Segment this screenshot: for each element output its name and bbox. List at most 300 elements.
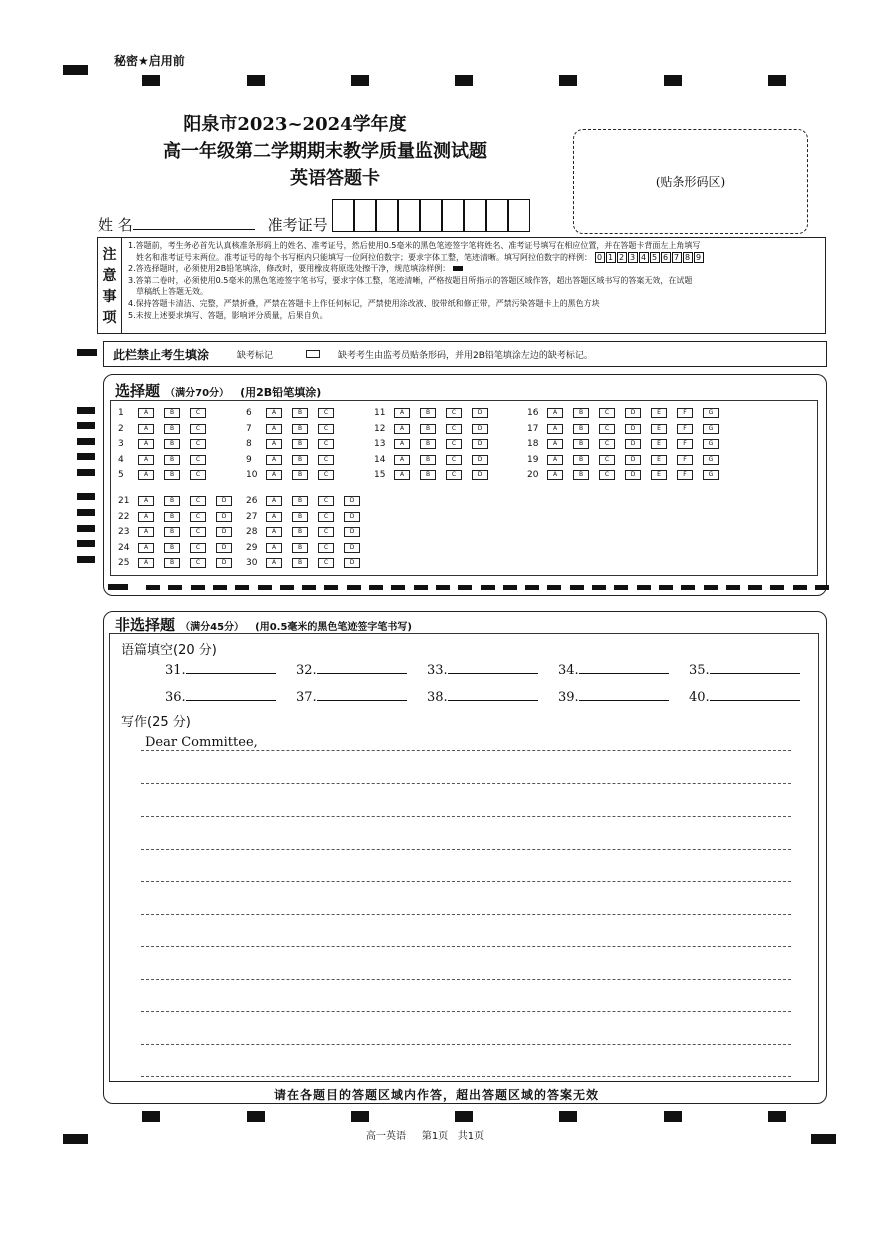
option-bubble[interactable]: A bbox=[266, 543, 282, 553]
choice-question bbox=[374, 424, 498, 434]
option-bubble[interactable]: A bbox=[394, 424, 410, 434]
option-bubble[interactable]: A bbox=[138, 512, 154, 522]
id-digit-box[interactable] bbox=[442, 199, 464, 232]
blank-number: 36. bbox=[165, 690, 186, 705]
option-bubble[interactable]: D bbox=[472, 408, 488, 418]
option-bubble[interactable]: D bbox=[472, 470, 488, 480]
option-bubble[interactable]: B bbox=[164, 543, 180, 553]
option-bubble[interactable]: D bbox=[472, 424, 488, 434]
sample-digit: 5 bbox=[650, 252, 660, 263]
option-bubble[interactable]: F bbox=[677, 455, 693, 465]
question-number: 27 bbox=[246, 511, 258, 522]
restricted-banner bbox=[103, 341, 827, 367]
absent-mark-box[interactable] bbox=[306, 350, 320, 358]
option-bubble[interactable]: B bbox=[164, 496, 180, 506]
option-bubble[interactable]: C bbox=[190, 496, 206, 506]
writing-line[interactable] bbox=[141, 979, 791, 980]
timing-mark bbox=[77, 438, 95, 445]
option-bubble[interactable]: C bbox=[318, 408, 334, 418]
choice-question bbox=[374, 439, 498, 449]
option-bubble[interactable]: C bbox=[190, 439, 206, 449]
option-bubble[interactable]: C bbox=[446, 470, 462, 480]
choice-title: 选择题 bbox=[115, 382, 161, 400]
option-bubble[interactable]: C bbox=[190, 543, 206, 553]
option-bubble[interactable]: B bbox=[573, 439, 589, 449]
question-number: 15 bbox=[374, 470, 386, 480]
blank-number: 37. bbox=[296, 690, 317, 705]
part2-title: 写作(25 分) bbox=[121, 715, 191, 730]
alignment-mark bbox=[811, 1134, 836, 1144]
timing-mark bbox=[77, 493, 95, 500]
dash-mark bbox=[614, 585, 628, 590]
question-number: 29 bbox=[246, 542, 258, 553]
fill-blank bbox=[689, 687, 800, 705]
option-bubble[interactable]: C bbox=[599, 424, 615, 434]
option-bubble[interactable]: D bbox=[344, 512, 360, 522]
timing-mark bbox=[108, 584, 128, 590]
option-bubble[interactable]: D bbox=[344, 496, 360, 506]
option-bubble[interactable]: E bbox=[651, 455, 667, 465]
option-bubble[interactable]: G bbox=[703, 439, 719, 449]
dash-mark bbox=[458, 585, 472, 590]
choice-question bbox=[527, 455, 729, 465]
timing-mark bbox=[351, 1111, 369, 1122]
option-bubble[interactable]: B bbox=[292, 512, 308, 522]
timing-mark bbox=[77, 525, 95, 532]
question-number: 2 bbox=[118, 423, 124, 434]
choice-question bbox=[118, 496, 242, 506]
question-number: 25 bbox=[118, 558, 130, 568]
blank-number: 31. bbox=[165, 663, 186, 678]
choice-question bbox=[246, 543, 370, 553]
option-bubble[interactable]: E bbox=[651, 424, 667, 434]
note-line: 5.未按上述要求填写、答题，影响评分质量，后果自负。 bbox=[128, 310, 328, 320]
blank-answer-line[interactable] bbox=[710, 687, 800, 701]
choice-question bbox=[246, 470, 344, 480]
option-bubble[interactable]: A bbox=[138, 455, 154, 465]
choice-question bbox=[118, 439, 216, 449]
writing-line[interactable] bbox=[141, 881, 791, 882]
option-bubble[interactable]: C bbox=[190, 408, 206, 418]
sample-digit: 0 bbox=[595, 252, 605, 263]
timing-mark bbox=[664, 1111, 682, 1122]
fill-blank bbox=[165, 660, 276, 678]
question-number: 19 bbox=[527, 454, 539, 465]
choice-question bbox=[118, 558, 242, 568]
dash-mark bbox=[324, 585, 338, 590]
choice-question bbox=[527, 424, 729, 434]
option-bubble[interactable]: A bbox=[266, 455, 282, 465]
question-number: 14 bbox=[374, 454, 386, 465]
choice-question bbox=[246, 527, 370, 537]
option-bubble[interactable]: C bbox=[190, 455, 206, 465]
notes-char: 项 bbox=[102, 309, 117, 326]
option-bubble[interactable]: A bbox=[394, 408, 410, 418]
choice-question bbox=[527, 470, 729, 480]
question-number: 5 bbox=[118, 470, 124, 480]
sample-digit: 2 bbox=[617, 252, 627, 263]
dash-mark bbox=[302, 585, 316, 590]
barcode-area bbox=[573, 129, 808, 234]
option-bubble[interactable]: D bbox=[216, 512, 232, 522]
option-bubble[interactable]: D bbox=[472, 439, 488, 449]
option-bubble[interactable]: A bbox=[394, 455, 410, 465]
option-bubble[interactable]: B bbox=[573, 470, 589, 480]
option-bubble[interactable]: B bbox=[573, 408, 589, 418]
option-bubble[interactable]: A bbox=[266, 408, 282, 418]
question-number: 6 bbox=[246, 408, 252, 418]
blank-number: 39. bbox=[558, 690, 579, 705]
option-bubble[interactable]: B bbox=[164, 424, 180, 434]
banner-instruction: 缺考考生由监考员贴条形码，并用2B铅笔填涂左边的缺考标记。 bbox=[338, 351, 593, 361]
timing-mark bbox=[77, 407, 95, 414]
sample-digit: 9 bbox=[694, 252, 704, 263]
dash-mark bbox=[235, 585, 249, 590]
option-bubble[interactable]: C bbox=[190, 558, 206, 568]
fill-blank bbox=[558, 687, 669, 705]
choice-question bbox=[246, 439, 344, 449]
option-bubble[interactable]: A bbox=[138, 470, 154, 480]
question-number: 1 bbox=[118, 408, 124, 418]
blank-number: 33. bbox=[427, 663, 448, 678]
option-bubble[interactable]: D bbox=[344, 558, 360, 568]
note-line: 3.答第二卷时，必须使用0.5毫米的黑色笔迹签字笔书写，要求字体工整，笔迹清晰，严格按题目所指示的答题区域作答，超出答题区域书写的答案无效，在试题 bbox=[128, 275, 693, 285]
dash-mark bbox=[637, 585, 651, 590]
option-bubble[interactable]: D bbox=[344, 543, 360, 553]
option-bubble[interactable]: D bbox=[344, 527, 360, 537]
option-bubble[interactable]: C bbox=[318, 424, 334, 434]
sample-digit: 7 bbox=[672, 252, 682, 263]
dash-mark bbox=[436, 585, 450, 590]
fill-blank bbox=[427, 687, 538, 705]
option-bubble[interactable]: C bbox=[318, 439, 334, 449]
choice-question bbox=[374, 470, 498, 480]
dash-mark bbox=[570, 585, 584, 590]
choice-question bbox=[118, 512, 242, 522]
dash-mark bbox=[770, 585, 784, 590]
name-field[interactable] bbox=[133, 215, 255, 230]
writing-line[interactable] bbox=[141, 783, 791, 784]
timing-mark bbox=[351, 75, 369, 86]
choice-question bbox=[374, 455, 498, 465]
option-bubble[interactable]: A bbox=[138, 439, 154, 449]
choice-question bbox=[118, 424, 216, 434]
option-bubble[interactable]: C bbox=[446, 455, 462, 465]
option-bubble[interactable]: G bbox=[703, 424, 719, 434]
note-line: 1.答题前，考生务必首先认真核准条形码上的姓名、准考证号，然后使用0.5毫米的黑色笔迹签字笔将姓名、准考证号填写在相应位置，并在答题卡背面左上角填写 bbox=[128, 241, 701, 250]
option-bubble[interactable]: B bbox=[573, 455, 589, 465]
option-bubble[interactable]: E bbox=[651, 470, 667, 480]
option-bubble[interactable]: G bbox=[703, 455, 719, 465]
option-bubble[interactable]: A bbox=[266, 496, 282, 506]
option-bubble[interactable]: C bbox=[446, 439, 462, 449]
question-number: 8 bbox=[246, 439, 252, 449]
writing-line[interactable] bbox=[141, 1011, 791, 1012]
option-bubble[interactable]: G bbox=[703, 470, 719, 480]
option-bubble[interactable]: B bbox=[292, 558, 308, 568]
option-bubble[interactable]: A bbox=[138, 543, 154, 553]
option-bubble[interactable]: A bbox=[266, 424, 282, 434]
question-number: 24 bbox=[118, 542, 130, 553]
timing-mark bbox=[77, 422, 95, 429]
option-bubble[interactable]: B bbox=[164, 558, 180, 568]
blank-answer-line[interactable] bbox=[448, 687, 538, 701]
absent-mark-label: 缺考标记 bbox=[237, 351, 274, 361]
notes-text bbox=[128, 240, 818, 321]
blank-answer-line[interactable] bbox=[710, 660, 800, 674]
choice-question bbox=[118, 527, 242, 537]
option-bubble[interactable]: F bbox=[677, 439, 693, 449]
option-bubble[interactable]: B bbox=[164, 470, 180, 480]
choice-question bbox=[246, 455, 344, 465]
choice-title-row bbox=[115, 380, 321, 401]
dash-mark bbox=[815, 585, 829, 590]
choice-question bbox=[527, 408, 729, 418]
option-bubble[interactable]: B bbox=[573, 424, 589, 434]
sample-digit: 4 bbox=[639, 252, 649, 263]
blank-answer-line[interactable] bbox=[448, 660, 538, 674]
note-line: 2.答选择题时，必须使用2B铅笔填涂，修改时，要用橡皮将原选处擦干净，规范填涂样例： bbox=[128, 263, 818, 275]
option-bubble[interactable]: D bbox=[625, 424, 641, 434]
dash-mark bbox=[213, 585, 227, 590]
dash-mark bbox=[547, 585, 561, 590]
option-bubble[interactable]: B bbox=[292, 470, 308, 480]
fill-blank bbox=[296, 660, 407, 678]
question-number: 26 bbox=[246, 496, 258, 506]
option-bubble[interactable]: C bbox=[599, 455, 615, 465]
dash-mark bbox=[258, 585, 272, 590]
choice-question bbox=[246, 496, 370, 506]
option-bubble[interactable]: D bbox=[625, 408, 641, 418]
option-bubble[interactable]: A bbox=[547, 470, 563, 480]
option-bubble[interactable]: B bbox=[164, 408, 180, 418]
timing-mark bbox=[142, 75, 160, 86]
option-bubble[interactable]: C bbox=[318, 527, 334, 537]
fill-blank bbox=[427, 660, 538, 678]
dash-mark bbox=[592, 585, 606, 590]
option-bubble[interactable]: B bbox=[292, 455, 308, 465]
question-number: 4 bbox=[118, 454, 124, 465]
option-bubble[interactable]: D bbox=[216, 527, 232, 537]
option-bubble[interactable]: A bbox=[547, 439, 563, 449]
option-bubble[interactable]: B bbox=[420, 455, 436, 465]
option-bubble[interactable]: F bbox=[677, 408, 693, 418]
blank-answer-line[interactable] bbox=[186, 660, 276, 674]
note-line: 4.保持答题卡清洁、完整，严禁折叠，严禁在答题卡上作任何标记，严禁使用涂改液、胶带纸和修正带，严禁污染答题卡上的黑色方块 bbox=[128, 298, 600, 308]
option-bubble[interactable]: C bbox=[190, 527, 206, 537]
writing-line[interactable] bbox=[141, 750, 791, 751]
option-bubble[interactable]: A bbox=[266, 527, 282, 537]
option-bubble[interactable]: C bbox=[318, 496, 334, 506]
id-digit-box[interactable] bbox=[464, 199, 486, 232]
option-bubble[interactable]: C bbox=[599, 408, 615, 418]
option-bubble[interactable]: G bbox=[703, 408, 719, 418]
dash-mark bbox=[525, 585, 539, 590]
salutation: Dear Committee, bbox=[145, 735, 258, 750]
nonchoice-score: （满分45分） bbox=[180, 622, 245, 633]
option-bubble[interactable]: C bbox=[318, 543, 334, 553]
option-bubble[interactable]: C bbox=[190, 512, 206, 522]
option-bubble[interactable]: B bbox=[292, 496, 308, 506]
question-number: 12 bbox=[374, 423, 386, 434]
option-bubble[interactable]: C bbox=[446, 424, 462, 434]
part1-title: 语篇填空(20 分) bbox=[121, 643, 217, 658]
option-bubble[interactable]: A bbox=[394, 470, 410, 480]
id-digit-box[interactable] bbox=[332, 199, 354, 232]
option-bubble[interactable]: B bbox=[292, 543, 308, 553]
writing-line[interactable] bbox=[141, 946, 791, 947]
timing-mark bbox=[768, 1111, 786, 1122]
writing-line[interactable] bbox=[141, 849, 791, 850]
blank-answer-line[interactable] bbox=[579, 660, 669, 674]
name-label: 姓 名 bbox=[98, 216, 133, 234]
option-bubble[interactable]: A bbox=[266, 439, 282, 449]
blank-answer-line[interactable] bbox=[317, 660, 407, 674]
sample-digit: 1 bbox=[606, 252, 616, 263]
id-digit-box[interactable] bbox=[398, 199, 420, 232]
option-bubble[interactable]: A bbox=[138, 527, 154, 537]
question-number: 13 bbox=[374, 439, 386, 449]
answer-area-warning: 请在各题目的答题区域内作答，超出答题区域的答案无效 bbox=[274, 1088, 600, 1102]
option-bubble[interactable]: C bbox=[599, 470, 615, 480]
dash-mark bbox=[481, 585, 495, 590]
blank-answer-line[interactable] bbox=[186, 687, 276, 701]
option-bubble[interactable]: C bbox=[190, 470, 206, 480]
timing-mark bbox=[77, 556, 95, 563]
option-bubble[interactable]: E bbox=[651, 408, 667, 418]
option-bubble[interactable]: B bbox=[164, 455, 180, 465]
dash-mark bbox=[168, 585, 182, 590]
notes-char: 事 bbox=[102, 288, 117, 305]
timing-mark bbox=[77, 509, 95, 516]
option-bubble[interactable]: C bbox=[318, 512, 334, 522]
option-bubble[interactable]: C bbox=[318, 455, 334, 465]
timing-mark bbox=[247, 1111, 265, 1122]
option-bubble[interactable]: D bbox=[216, 543, 232, 553]
writing-line[interactable] bbox=[141, 1076, 791, 1077]
choice-question bbox=[246, 424, 344, 434]
choice-question bbox=[246, 558, 370, 568]
blank-answer-line[interactable] bbox=[317, 687, 407, 701]
dash-mark bbox=[793, 585, 807, 590]
option-bubble[interactable]: B bbox=[292, 408, 308, 418]
option-bubble[interactable]: A bbox=[266, 512, 282, 522]
dash-mark bbox=[191, 585, 205, 590]
question-number: 18 bbox=[527, 439, 539, 449]
option-bubble[interactable]: D bbox=[216, 558, 232, 568]
option-bubble[interactable]: A bbox=[547, 408, 563, 418]
fill-blank bbox=[689, 660, 800, 678]
question-number: 20 bbox=[527, 470, 539, 480]
option-bubble[interactable]: C bbox=[190, 424, 206, 434]
option-bubble[interactable]: D bbox=[625, 470, 641, 480]
nonchoice-title: 非选择题 bbox=[115, 616, 176, 634]
option-bubble[interactable]: B bbox=[292, 439, 308, 449]
question-number: 23 bbox=[118, 527, 130, 537]
timing-mark bbox=[455, 75, 473, 86]
option-bubble[interactable]: C bbox=[318, 558, 334, 568]
option-bubble[interactable]: B bbox=[420, 424, 436, 434]
option-bubble[interactable]: C bbox=[599, 439, 615, 449]
blank-answer-line[interactable] bbox=[579, 687, 669, 701]
question-number: 17 bbox=[527, 423, 539, 434]
title-line-2: 高一年级第二学期期末教学质量监测试题 bbox=[163, 141, 487, 162]
option-bubble[interactable]: B bbox=[292, 527, 308, 537]
option-bubble[interactable]: B bbox=[420, 439, 436, 449]
notes-char: 意 bbox=[102, 268, 117, 285]
option-bubble[interactable]: A bbox=[547, 455, 563, 465]
option-bubble[interactable]: A bbox=[138, 424, 154, 434]
option-bubble[interactable]: B bbox=[420, 470, 436, 480]
id-digit-box[interactable] bbox=[420, 199, 442, 232]
writing-line[interactable] bbox=[141, 914, 791, 915]
option-bubble[interactable]: A bbox=[547, 424, 563, 434]
option-bubble[interactable]: A bbox=[138, 496, 154, 506]
option-bubble[interactable]: D bbox=[216, 496, 232, 506]
timing-mark bbox=[559, 1111, 577, 1122]
option-bubble[interactable]: B bbox=[164, 439, 180, 449]
option-bubble[interactable]: D bbox=[472, 455, 488, 465]
note-line: 草稿纸上答题无效。 bbox=[136, 287, 208, 297]
alignment-mark bbox=[77, 349, 97, 356]
dash-mark bbox=[726, 585, 740, 590]
dash-mark bbox=[659, 585, 673, 590]
option-bubble[interactable]: A bbox=[138, 558, 154, 568]
option-bubble[interactable]: A bbox=[138, 408, 154, 418]
dash-mark bbox=[681, 585, 695, 590]
banner-title: 此栏禁止考生填涂 bbox=[113, 348, 210, 362]
choice-question bbox=[246, 512, 370, 522]
option-bubble[interactable]: A bbox=[394, 439, 410, 449]
option-bubble[interactable]: A bbox=[266, 558, 282, 568]
dash-mark bbox=[414, 585, 428, 590]
option-bubble[interactable]: E bbox=[651, 439, 667, 449]
writing-line[interactable] bbox=[141, 1044, 791, 1045]
id-digit-box[interactable] bbox=[354, 199, 376, 232]
choice-note: (用2B铅笔填涂) bbox=[240, 386, 322, 399]
id-digit-box[interactable] bbox=[376, 199, 398, 232]
question-number: 21 bbox=[118, 496, 130, 506]
title-line-3: 英语答题卡 bbox=[290, 168, 380, 189]
id-digit-box[interactable] bbox=[508, 199, 530, 232]
choice-question bbox=[118, 408, 216, 418]
dash-mark bbox=[503, 585, 517, 590]
option-bubble[interactable]: B bbox=[164, 512, 180, 522]
option-bubble[interactable]: F bbox=[677, 470, 693, 480]
option-bubble[interactable]: B bbox=[292, 424, 308, 434]
note-line: 姓名和准考证号末两位。准考证号的每个书写框内只能填写一位阿拉伯数字；要求字体工整，笔迹清晰。填写阿拉伯数字的样例： 0 1 2 3 4 5 6 7 8 9 bbox=[128, 252, 818, 264]
notes-label bbox=[98, 238, 122, 333]
id-digit-box[interactable] bbox=[486, 199, 508, 232]
option-bubble[interactable]: C bbox=[318, 470, 334, 480]
option-bubble[interactable]: C bbox=[446, 408, 462, 418]
option-bubble[interactable]: F bbox=[677, 424, 693, 434]
sample-digit: 3 bbox=[628, 252, 638, 263]
option-bubble[interactable]: B bbox=[420, 408, 436, 418]
option-bubble[interactable]: B bbox=[164, 527, 180, 537]
alignment-mark bbox=[63, 65, 88, 75]
timing-mark bbox=[77, 453, 95, 460]
option-bubble[interactable]: A bbox=[266, 470, 282, 480]
option-bubble[interactable]: D bbox=[625, 439, 641, 449]
question-number: 16 bbox=[527, 408, 539, 418]
fill-blank bbox=[558, 660, 669, 678]
question-number: 28 bbox=[246, 527, 258, 537]
option-bubble[interactable]: D bbox=[625, 455, 641, 465]
timing-mark bbox=[247, 75, 265, 86]
writing-line[interactable] bbox=[141, 816, 791, 817]
nonchoice-title-row bbox=[115, 614, 412, 635]
